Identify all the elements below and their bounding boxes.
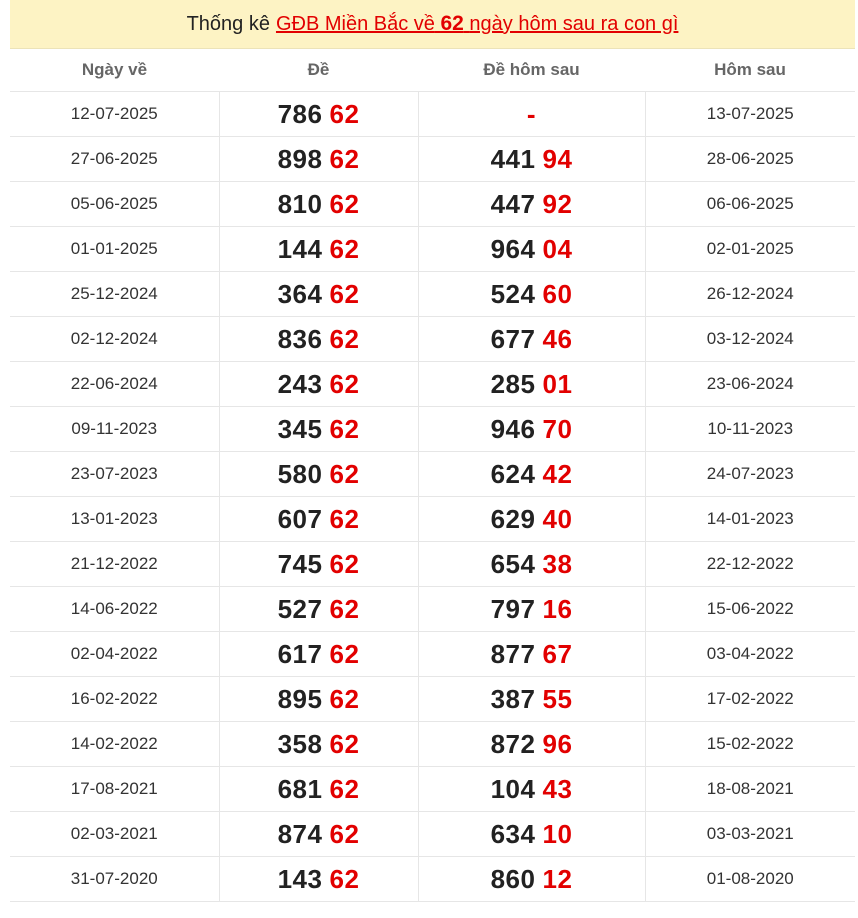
- cell-de: [219, 452, 418, 497]
- cell-ngay-ve: 02-03-2021: [10, 812, 219, 857]
- next-head-digits: 877: [490, 638, 536, 669]
- de-tail-digits: 62: [329, 683, 360, 714]
- cell-hom-sau: 03-03-2021: [645, 812, 855, 857]
- next-head-digits: 860: [490, 863, 536, 894]
- cell-ngay-ve: 12-07-2025: [10, 92, 219, 137]
- cell-hom-sau: 01-08-2020: [645, 857, 855, 902]
- cell-de: [219, 497, 418, 542]
- cell-hom-sau: 15-06-2022: [645, 587, 855, 632]
- cell-hom-sau: 06-06-2025: [645, 182, 855, 227]
- cell-de-hom-sau: [418, 722, 645, 767]
- cell-de: [219, 317, 418, 362]
- cell-de-hom-sau: [418, 767, 645, 812]
- table-row: [10, 722, 855, 767]
- cell-de-hom-sau: [418, 812, 645, 857]
- next-tail-digits: 67: [542, 638, 573, 669]
- table-header-row: [10, 49, 855, 92]
- de-tail-digits: 62: [329, 143, 360, 174]
- cell-de-hom-sau: [418, 452, 645, 497]
- next-head-digits: 634: [490, 818, 536, 849]
- cell-ngay-ve: 25-12-2024: [10, 272, 219, 317]
- header-de-hom-sau: Đề hôm sau: [418, 49, 645, 92]
- table-row: [10, 227, 855, 272]
- cell-de: [219, 272, 418, 317]
- table-row: [10, 92, 855, 137]
- de-tail-digits: 62: [329, 458, 360, 489]
- de-tail-digits: 62: [329, 368, 360, 399]
- title-link-part1: GĐB Miền Bắc về: [275, 13, 435, 35]
- cell-ngay-ve: 09-11-2023: [10, 407, 219, 452]
- de-tail-digits: 62: [329, 863, 360, 894]
- cell-ngay-ve: 02-04-2022: [10, 632, 219, 677]
- table-row: [10, 182, 855, 227]
- cell-hom-sau: 10-11-2023: [645, 407, 855, 452]
- cell-de: [219, 767, 418, 812]
- cell-de: [219, 542, 418, 587]
- de-head-digits: 345: [277, 413, 323, 444]
- stats-panel: [10, 0, 855, 918]
- cell-de-hom-sau: [418, 317, 645, 362]
- cell-de: [219, 587, 418, 632]
- next-head-digits: 964: [490, 233, 536, 264]
- de-head-digits: 898: [277, 143, 323, 174]
- title-link[interactable]: [276, 12, 678, 36]
- cell-ngay-ve: 21-12-2022: [10, 542, 219, 587]
- table-row: [10, 452, 855, 497]
- cell-ngay-ve: 22-06-2024: [10, 362, 219, 407]
- header-de: Đề: [219, 49, 418, 92]
- de-tail-digits: 62: [329, 233, 360, 264]
- de-head-digits: 745: [277, 548, 323, 579]
- de-tail-digits: 62: [329, 278, 360, 309]
- de-head-digits: 874: [277, 818, 323, 849]
- cell-de-hom-sau: [418, 857, 645, 902]
- cell-ngay-ve: 14-02-2022: [10, 722, 219, 767]
- cell-ngay-ve: 01-01-2025: [10, 227, 219, 272]
- cell-ngay-ve: 02-12-2024: [10, 317, 219, 362]
- next-head-digits: 946: [490, 413, 536, 444]
- cell-de: [219, 812, 418, 857]
- cell-de: [219, 227, 418, 272]
- table-row: [10, 767, 855, 812]
- title-link-number: 62: [440, 12, 464, 35]
- title-prefix: Thống kê: [186, 12, 270, 35]
- de-head-digits: 786: [277, 98, 323, 129]
- table-row: [10, 542, 855, 587]
- de-head-digits: 358: [277, 728, 323, 759]
- cell-de: [219, 857, 418, 902]
- table-row: [10, 632, 855, 677]
- de-tail-digits: 62: [329, 413, 360, 444]
- cell-de-hom-sau: [418, 182, 645, 227]
- cell-ngay-ve: 05-06-2025: [10, 182, 219, 227]
- table-row: [10, 587, 855, 632]
- next-head-digits: 524: [490, 278, 536, 309]
- results-table: [10, 49, 855, 902]
- next-tail-digits: 42: [542, 458, 573, 489]
- header-ngay-ve: Ngày về: [10, 49, 219, 92]
- cell-de: [219, 92, 418, 137]
- cell-de: [219, 677, 418, 722]
- cell-hom-sau: 23-06-2024: [645, 362, 855, 407]
- next-head-digits: 629: [490, 503, 536, 534]
- cell-hom-sau: 28-06-2025: [645, 137, 855, 182]
- table-row: [10, 677, 855, 722]
- next-tail-digits: 12: [542, 863, 573, 894]
- next-tail-digits: 94: [542, 143, 573, 174]
- cell-ngay-ve: 17-08-2021: [10, 767, 219, 812]
- next-head-digits: 441: [490, 143, 536, 174]
- next-head-digits: 387: [490, 683, 536, 714]
- de-head-digits: 810: [277, 188, 323, 219]
- table-row: [10, 407, 855, 452]
- de-head-digits: 617: [277, 638, 323, 669]
- de-tail-digits: 62: [329, 773, 360, 804]
- de-tail-digits: 62: [329, 548, 360, 579]
- table-row: [10, 857, 855, 902]
- next-tail-digits: 46: [542, 323, 573, 354]
- cell-ngay-ve: 31-07-2020: [10, 857, 219, 902]
- next-head-digits: 654: [490, 548, 536, 579]
- cell-de: [219, 182, 418, 227]
- next-tail-digits: 55: [542, 683, 573, 714]
- cell-hom-sau: 24-07-2023: [645, 452, 855, 497]
- next-tail-digits: 16: [542, 593, 573, 624]
- de-tail-digits: 62: [329, 818, 360, 849]
- cell-de: [219, 722, 418, 767]
- de-head-digits: 681: [277, 773, 323, 804]
- de-head-digits: 144: [277, 233, 323, 264]
- cell-de-hom-sau: [418, 407, 645, 452]
- cell-ngay-ve: 27-06-2025: [10, 137, 219, 182]
- pending-dash: -: [526, 98, 537, 129]
- next-tail-digits: 60: [542, 278, 573, 309]
- de-head-digits: 243: [277, 368, 323, 399]
- de-head-digits: 527: [277, 593, 323, 624]
- cell-hom-sau: 22-12-2022: [645, 542, 855, 587]
- cell-hom-sau: 18-08-2021: [645, 767, 855, 812]
- table-body: [10, 92, 855, 902]
- de-tail-digits: 62: [329, 503, 360, 534]
- next-tail-digits: 01: [542, 368, 573, 399]
- next-tail-digits: 96: [542, 728, 573, 759]
- cell-ngay-ve: 13-01-2023: [10, 497, 219, 542]
- de-tail-digits: 62: [329, 98, 360, 129]
- cell-de: [219, 407, 418, 452]
- cell-de-hom-sau: [418, 362, 645, 407]
- cell-ngay-ve: 14-06-2022: [10, 587, 219, 632]
- table-row: [10, 812, 855, 857]
- cell-hom-sau: 03-12-2024: [645, 317, 855, 362]
- table-row: [10, 137, 855, 182]
- next-tail-digits: 40: [542, 503, 573, 534]
- next-head-digits: 285: [490, 368, 536, 399]
- next-tail-digits: 92: [542, 188, 573, 219]
- next-tail-digits: 43: [542, 773, 573, 804]
- cell-hom-sau: 03-04-2022: [645, 632, 855, 677]
- cell-hom-sau: 17-02-2022: [645, 677, 855, 722]
- de-tail-digits: 62: [329, 593, 360, 624]
- cell-hom-sau: 14-01-2023: [645, 497, 855, 542]
- header-hom-sau: Hôm sau: [645, 49, 855, 92]
- table-row: [10, 317, 855, 362]
- cell-de-hom-sau: [418, 92, 645, 137]
- cell-hom-sau: 13-07-2025: [645, 92, 855, 137]
- cell-hom-sau: 26-12-2024: [645, 272, 855, 317]
- cell-de-hom-sau: [418, 227, 645, 272]
- de-tail-digits: 62: [329, 728, 360, 759]
- table-row: [10, 497, 855, 542]
- next-tail-digits: 38: [542, 548, 573, 579]
- next-head-digits: 104: [490, 773, 536, 804]
- title-link-part2: ngày hôm sau ra con gì: [469, 13, 679, 35]
- cell-hom-sau: 15-02-2022: [645, 722, 855, 767]
- de-tail-digits: 62: [329, 323, 360, 354]
- cell-de-hom-sau: [418, 137, 645, 182]
- next-head-digits: 872: [490, 728, 536, 759]
- page-title: [10, 0, 855, 49]
- de-head-digits: 143: [277, 863, 323, 894]
- cell-ngay-ve: 16-02-2022: [10, 677, 219, 722]
- cell-de-hom-sau: [418, 542, 645, 587]
- cell-de-hom-sau: [418, 632, 645, 677]
- next-tail-digits: 10: [542, 818, 573, 849]
- next-tail-digits: 70: [542, 413, 573, 444]
- cell-de-hom-sau: [418, 272, 645, 317]
- de-head-digits: 364: [277, 278, 323, 309]
- cell-de: [219, 137, 418, 182]
- next-head-digits: 797: [490, 593, 536, 624]
- cell-de: [219, 632, 418, 677]
- next-head-digits: 447: [490, 188, 536, 219]
- de-head-digits: 895: [277, 683, 323, 714]
- cell-de-hom-sau: [418, 587, 645, 632]
- cell-hom-sau: 02-01-2025: [645, 227, 855, 272]
- de-head-digits: 836: [277, 323, 323, 354]
- de-head-digits: 580: [277, 458, 323, 489]
- cell-de-hom-sau: [418, 677, 645, 722]
- table-row: [10, 362, 855, 407]
- next-tail-digits: 04: [542, 233, 573, 264]
- cell-de-hom-sau: [418, 497, 645, 542]
- de-tail-digits: 62: [329, 638, 360, 669]
- next-head-digits: 624: [490, 458, 536, 489]
- de-head-digits: 607: [277, 503, 323, 534]
- cell-ngay-ve: 23-07-2023: [10, 452, 219, 497]
- cell-de: [219, 362, 418, 407]
- de-tail-digits: 62: [329, 188, 360, 219]
- table-row: [10, 272, 855, 317]
- next-head-digits: 677: [490, 323, 536, 354]
